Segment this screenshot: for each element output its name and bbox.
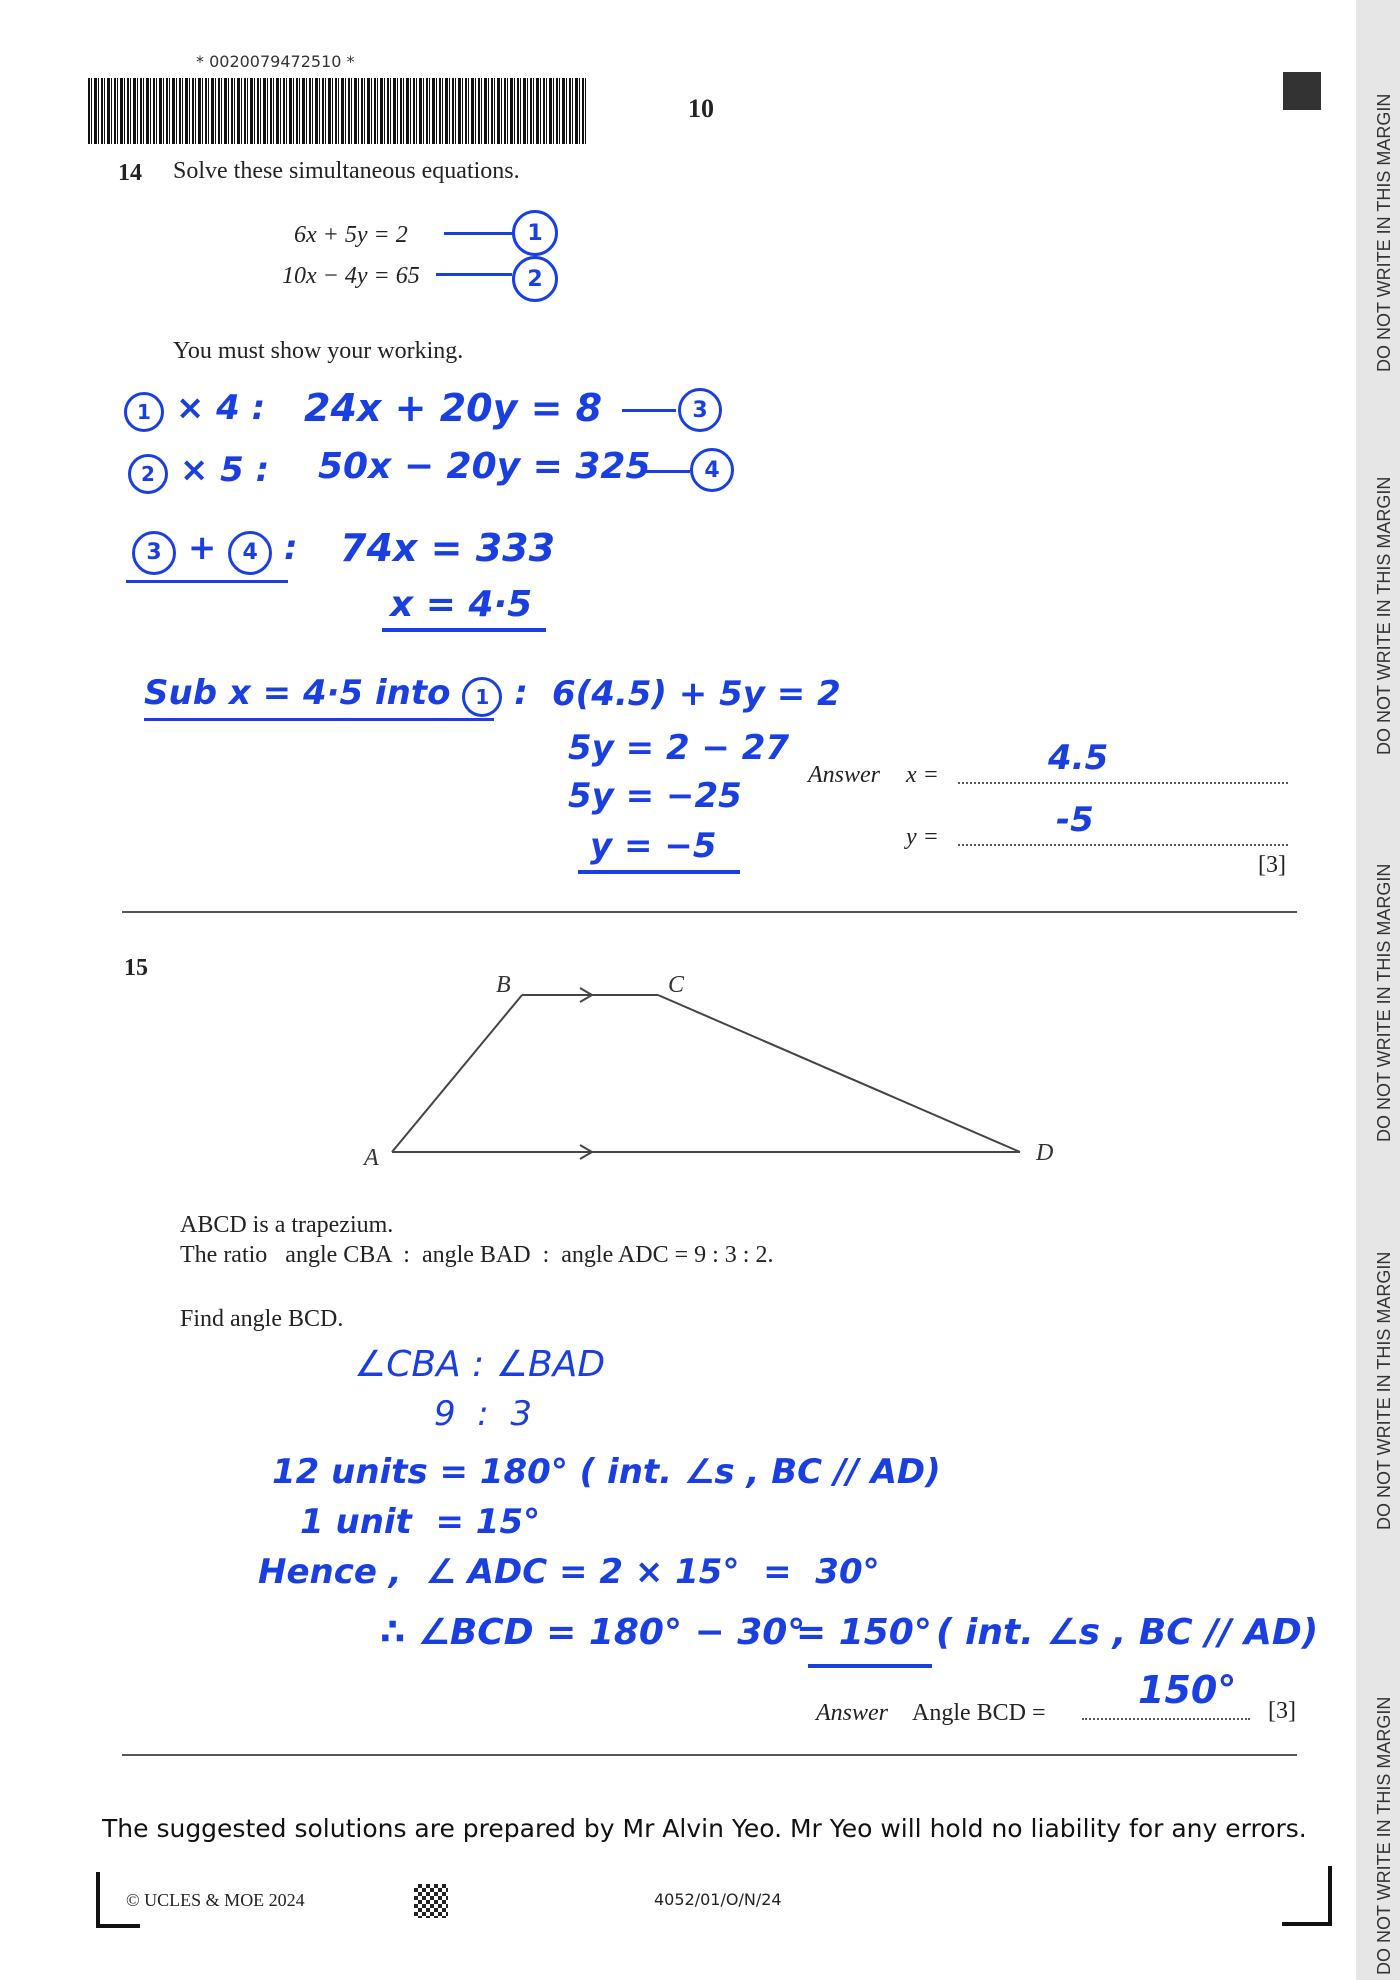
- answer-x-value: 4.5: [1048, 738, 1109, 778]
- answer-label: Answer: [816, 1700, 888, 1726]
- question-number: 15: [124, 955, 148, 981]
- answer-y-value: -5: [1056, 800, 1094, 840]
- answer-value: 150°: [1138, 1668, 1237, 1712]
- answer-x-field: [958, 782, 1288, 784]
- equation-2: 10x − 4y = 65: [282, 263, 420, 289]
- vertex-label-d: D: [1036, 1140, 1054, 1166]
- answer-label: Answer: [808, 762, 880, 788]
- answer-x-label: x =: [906, 762, 939, 788]
- equation-tag-line: [444, 232, 514, 235]
- statement: The ratio angle CBA : angle BAD : angle ADC = 9 : 3 : 2.: [180, 1242, 774, 1268]
- marks: [3]: [1268, 1698, 1296, 1724]
- working-line: 12 units = 180° ( int. ∠s , BC // AD): [272, 1452, 941, 1492]
- margin-warning: DO NOT WRITE IN THIS MARGIN: [1374, 863, 1394, 1142]
- working-line: = 150°: [796, 1612, 932, 1653]
- working-line: 24x + 20y = 8: [304, 386, 603, 430]
- working-line: 50x − 20y = 325: [318, 446, 651, 487]
- working-line: 5y = 2 − 27: [568, 728, 790, 768]
- qr-code: [414, 1884, 448, 1918]
- working-line: ( int. ∠s , BC // AD): [936, 1612, 1319, 1653]
- corner-mark: [96, 1924, 140, 1928]
- working-underline: [808, 1664, 932, 1668]
- equation-1: 6x + 5y = 2: [294, 222, 408, 248]
- answer-field: [1082, 1718, 1250, 1720]
- barcode-number: * 0020079472510 *: [196, 52, 355, 71]
- paper-code: 4052/01/O/N/24: [654, 1890, 782, 1909]
- working-line: Hence , ∠ ADC = 2 × 15° = 30°: [258, 1552, 880, 1592]
- question-prompt: Solve these simultaneous equations.: [173, 158, 520, 184]
- working-line: 2 × 5 :: [128, 450, 269, 494]
- equation-tag-line: [644, 470, 690, 473]
- working-line: 5y = −25: [568, 776, 742, 816]
- copyright: © UCLES & MOE 2024: [126, 1890, 305, 1910]
- working-line: Sub x = 4·5 into 1 :: [144, 673, 528, 717]
- answer-y-field: [958, 844, 1288, 846]
- working-instruction: You must show your working.: [173, 338, 464, 364]
- working-line: x = 4·5: [390, 584, 533, 625]
- answer-angle-label: Angle BCD =: [912, 1700, 1046, 1726]
- question-divider: [122, 911, 1297, 913]
- registration-mark: [1283, 72, 1321, 110]
- working-underline: [126, 580, 288, 583]
- working-line: 74x = 333: [340, 526, 556, 570]
- marks: [3]: [1258, 852, 1286, 878]
- margin-warning: DO NOT WRITE IN THIS MARGIN: [1374, 1251, 1394, 1530]
- answer-y-label: y =: [906, 824, 939, 850]
- margin-warning: DO NOT WRITE IN THIS MARGIN: [1374, 476, 1394, 755]
- vertex-label-c: C: [668, 972, 685, 998]
- corner-mark: [1282, 1922, 1332, 1926]
- working-line: 3 + 4 :: [132, 528, 298, 575]
- working-underline: [144, 718, 494, 721]
- task: Find angle BCD.: [180, 1306, 344, 1332]
- margin-warning: DO NOT WRITE IN THIS MARGIN: [1374, 1696, 1394, 1975]
- equation-tag-line: [436, 273, 512, 276]
- vertex-label-b: B: [496, 972, 511, 998]
- working-line: 6(4.5) + 5y = 2: [552, 674, 841, 714]
- vertex-label-a: A: [364, 1145, 379, 1170]
- working-line: 9 : 3: [434, 1394, 532, 1434]
- working-line: 1 unit = 15°: [300, 1502, 541, 1542]
- equation-tag: 2: [512, 256, 558, 302]
- statement: ABCD is a trapezium.: [180, 1212, 394, 1238]
- working-line: ∴ ∠BCD = 180° − 30°: [380, 1612, 806, 1653]
- disclaimer: The suggested solutions are prepared by Mr Alvin Yeo. Mr Yeo will hold no liability for any errors.: [102, 1814, 1307, 1843]
- equation-tag-line: [622, 409, 676, 412]
- question-divider: [122, 1754, 1297, 1756]
- question-number: 14: [118, 160, 142, 186]
- working-underline: [578, 870, 740, 874]
- margin-warning: DO NOT WRITE IN THIS MARGIN: [1374, 93, 1394, 372]
- barcode: [88, 78, 588, 144]
- working-line: 1 × 4 :: [124, 388, 265, 432]
- corner-mark: [96, 1872, 100, 1928]
- corner-mark: [1328, 1866, 1332, 1926]
- working-line: ∠CBA : ∠BAD: [354, 1344, 606, 1385]
- trapezium-diagram: [350, 970, 1070, 1170]
- page-number: 10: [688, 94, 714, 123]
- equation-tag: 4: [690, 448, 734, 492]
- equation-tag: 1: [512, 210, 558, 256]
- working-line: y = −5: [590, 826, 717, 866]
- equation-tag: 3: [678, 388, 722, 432]
- working-underline: [382, 628, 546, 632]
